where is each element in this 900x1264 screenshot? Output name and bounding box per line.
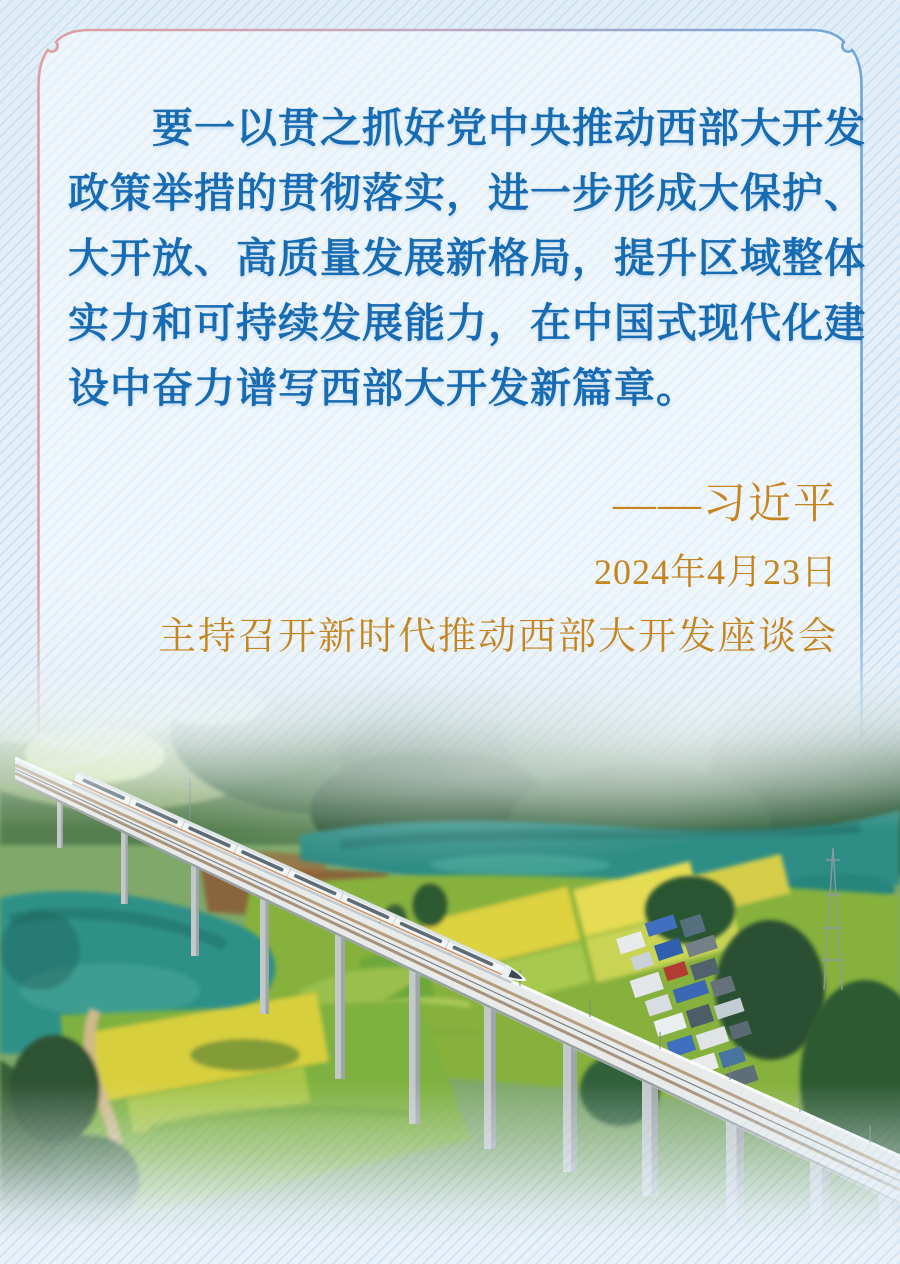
- quote-line: 要一以贯之抓好党中央推动西部大开发: [152, 105, 866, 151]
- attribution-block: [158, 482, 838, 658]
- attribution-occasion: 主持召开新时代推动西部大开发座谈会: [157, 616, 838, 658]
- attribution-date: 2024年4月23日: [593, 552, 838, 592]
- quote-line: 政策举措的贯彻落实，进一步形成大保护、: [68, 170, 866, 216]
- quote-line: 设中奋力谱写西部大开发新篇章。: [68, 365, 698, 411]
- hero-photo: [0, 660, 900, 1240]
- attribution-author: ——习近平: [613, 481, 838, 528]
- quote-line: 大开放、高质量发展新格局，提升区域整体: [68, 235, 866, 281]
- quote-line: 实力和可持续发展能力，在中国式现代化建: [68, 300, 866, 346]
- quote-text-block: [68, 96, 866, 421]
